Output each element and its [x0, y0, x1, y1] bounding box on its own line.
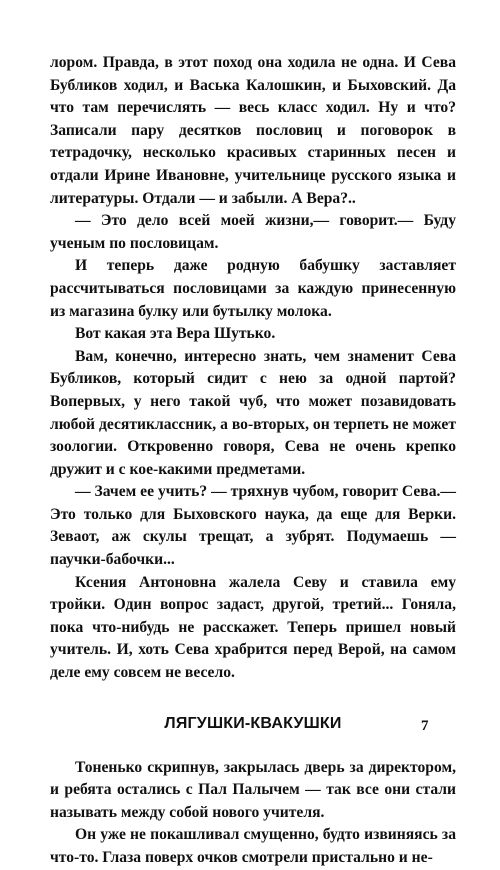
paragraph-8: Тоненько скрипнув, закрылась дверь за директором, и ребята остались с Пал Палычем — так все они стали называть между собой нового учителя.	[50, 758, 456, 821]
paragraph-7: Ксения Антоновна жалела Севу и ставила ему тройки. Один вопрос задаст, другой, третий... Гоняла, пока что-нибудь не расскажет. Теперь пришел новый учитель. И, хоть Сева храбрится перед Верой, на самом деле ему совсем не весело.	[50, 573, 456, 682]
paragraph-3: И теперь даже родную бабушку заставляет рассчитываться пословицами за каждую принесенную из магазина булку или бутылку молока.	[50, 257, 456, 320]
paragraph-5: Вам, конечно, интересно знать, чем знаменит Сева Бубликов, который сидит с нею за одной партой? Вопервых, у него такой чуб, что может позавидовать любой десятиклассник, а во-вторых, он терпеть не может зоологии. Откровенно говоря, Сева не очень крепко дружит и с кое-какими предметами.	[50, 347, 456, 478]
page-number: 7	[421, 718, 429, 734]
paragraph-2: — Это дело всей моей жизни,— говорит.— Буду ученым по пословицам.	[50, 212, 456, 252]
paragraph-1: лором. Правда, в этот поход она ходила не одна. И Сева Бубликов ходил, и Васька Калошкин, и Быховский. Да что там перечислять — весь класс ходил. Ну и что? Записали пару десятков пословиц и поговорок в тетрадочку, несколько красивых старинных песен и отдали Ирине Ивановне, учительнице русского языка и литературы. Отдали — и забыли. А Вера?..	[50, 54, 456, 207]
chapter-title: ЛЯГУШКИ-КВАКУШКИ	[164, 714, 342, 732]
paragraph-4: Вот какая эта Вера Шутько.	[75, 325, 276, 343]
paragraph-6: — Зачем ее учить? — тряхнув чубом, говорит Сева.— Это только для Быховского наука, да еще для Верки. Зеваот, аж скулы трещат, а зубрят. Подумаешь — паучки-бабочки...	[50, 483, 456, 569]
book-page	[50, 52, 456, 866]
paragraph-9: Он уже не покашливал смущенно, будто извиняясь за что-то. Глаза поверх очков смотрели пристально и не-	[50, 826, 456, 866]
